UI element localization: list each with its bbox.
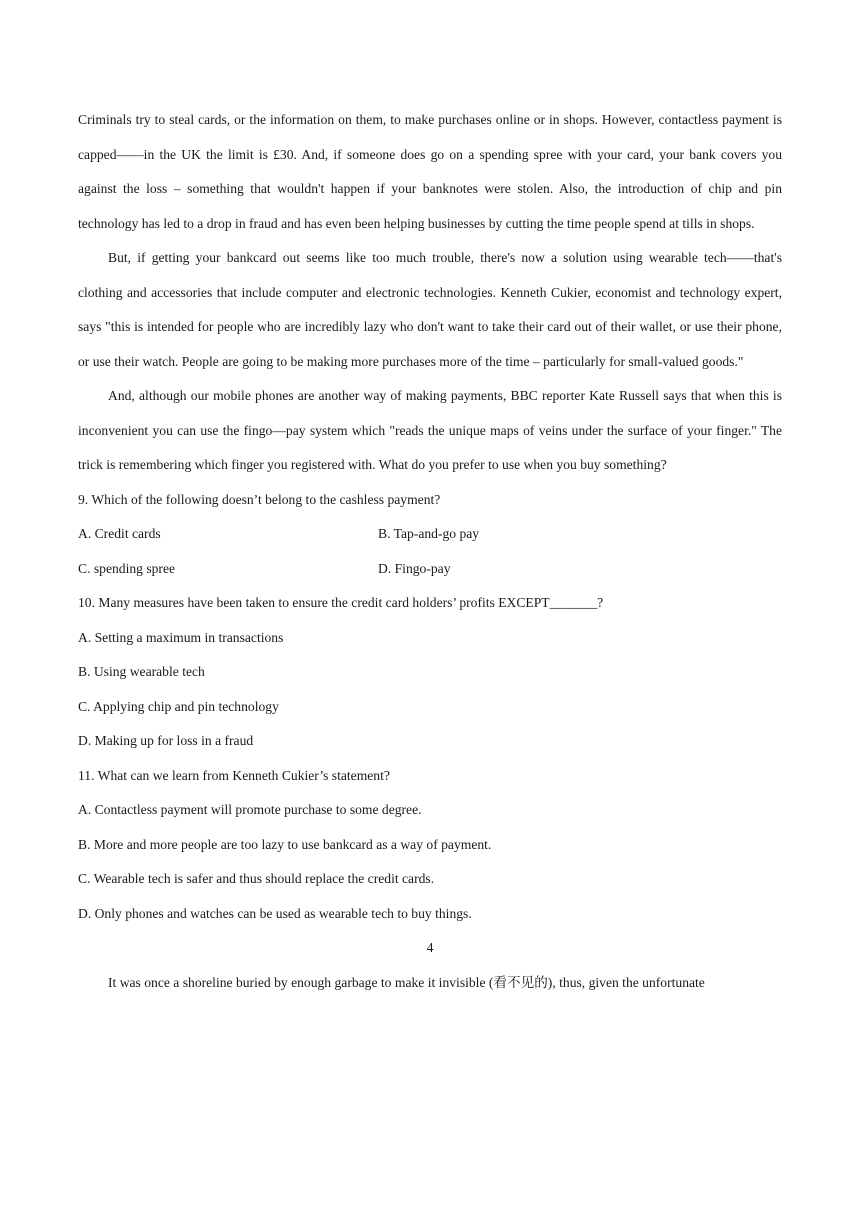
- passage-paragraph-3: And, although our mobile phones are another way of making payments, BBC reporter Kate Russell says that when this is inconvenient you can use the fingo—pay system which "reads the unique maps of veins under the surface of your finger." The trick is remembering which finger you registered with. What do you prefer to use when you buy something?: [78, 388, 782, 472]
- question-11-option-d: D. Only phones and watches can be used as wearable tech to buy things.: [78, 905, 472, 921]
- question-10-option-d: D. Making up for loss in a fraud: [78, 733, 254, 748]
- document-page: [78, 103, 782, 1000]
- question-9-option-c: C. spending spree: [78, 560, 176, 576]
- question-9: [78, 483, 782, 587]
- question-9-options-row-1: [78, 517, 782, 552]
- question-9-option-d: D. Fingo-pay: [378, 560, 451, 576]
- question-9-option-a: A. Credit cards: [78, 526, 161, 541]
- question-10-option-b: B. Using wearable tech: [78, 664, 205, 679]
- question-9-option-b: B. Tap-and-go pay: [378, 526, 480, 541]
- question-10-stem: 10. Many measures have been taken to ensure the credit card holders’ profits EXCEPT_______?: [78, 595, 604, 610]
- section-number: 4: [426, 940, 434, 955]
- question-11-option-a: A. Contactless payment will promote purchase to some degree.: [78, 802, 422, 817]
- question-11-option-b: B. More and more people are too lazy to use bankcard as a way of payment.: [78, 836, 492, 852]
- question-11: [78, 759, 782, 932]
- question-9-options-row-2: [78, 552, 782, 587]
- question-10-option-c: C. Applying chip and pin technology: [78, 698, 279, 714]
- question-11-stem: 11. What can we learn from Kenneth Cukier’s statement?: [78, 767, 390, 783]
- question-10-option-a: A. Setting a maximum in transactions: [78, 629, 284, 645]
- passage-paragraph-2: But, if getting your bankcard out seems like too much trouble, there's now a solution using wearable tech——that's clothing and accessories that include computer and electronic technologies. Kenneth Cukier, economist and technology expert, says "this is intended for people who are incredibly lazy who don't want to take their card out of their wallet, or use their phone, or use their watch. People are going to be making more purchases more of the time – particularly for small-valued goods.": [78, 250, 782, 369]
- question-9-stem: 9. Which of the following doesn’t belong to the cashless payment?: [78, 491, 441, 507]
- passage-paragraph-1: Criminals try to steal cards, or the information on them, to make purchases online or in shops. However, contactless payment is capped——in the UK the limit is £30. And, if someone does go on a spending spree with your card, your bank covers you against the loss – something that wouldn't happen if your banknotes were stolen. Also, the introduction of chip and pin technology has led to a drop in fraud and has even been helping businesses by cutting the time people spend at tills in shops.: [78, 112, 782, 231]
- next-passage-paragraph-1: It was once a shoreline buried by enough garbage to make it invisible (看不见的), thus, given the unfortunate: [108, 974, 705, 990]
- question-10: [78, 586, 782, 759]
- question-11-option-c: C. Wearable tech is safer and thus should replace the credit cards.: [78, 871, 435, 886]
